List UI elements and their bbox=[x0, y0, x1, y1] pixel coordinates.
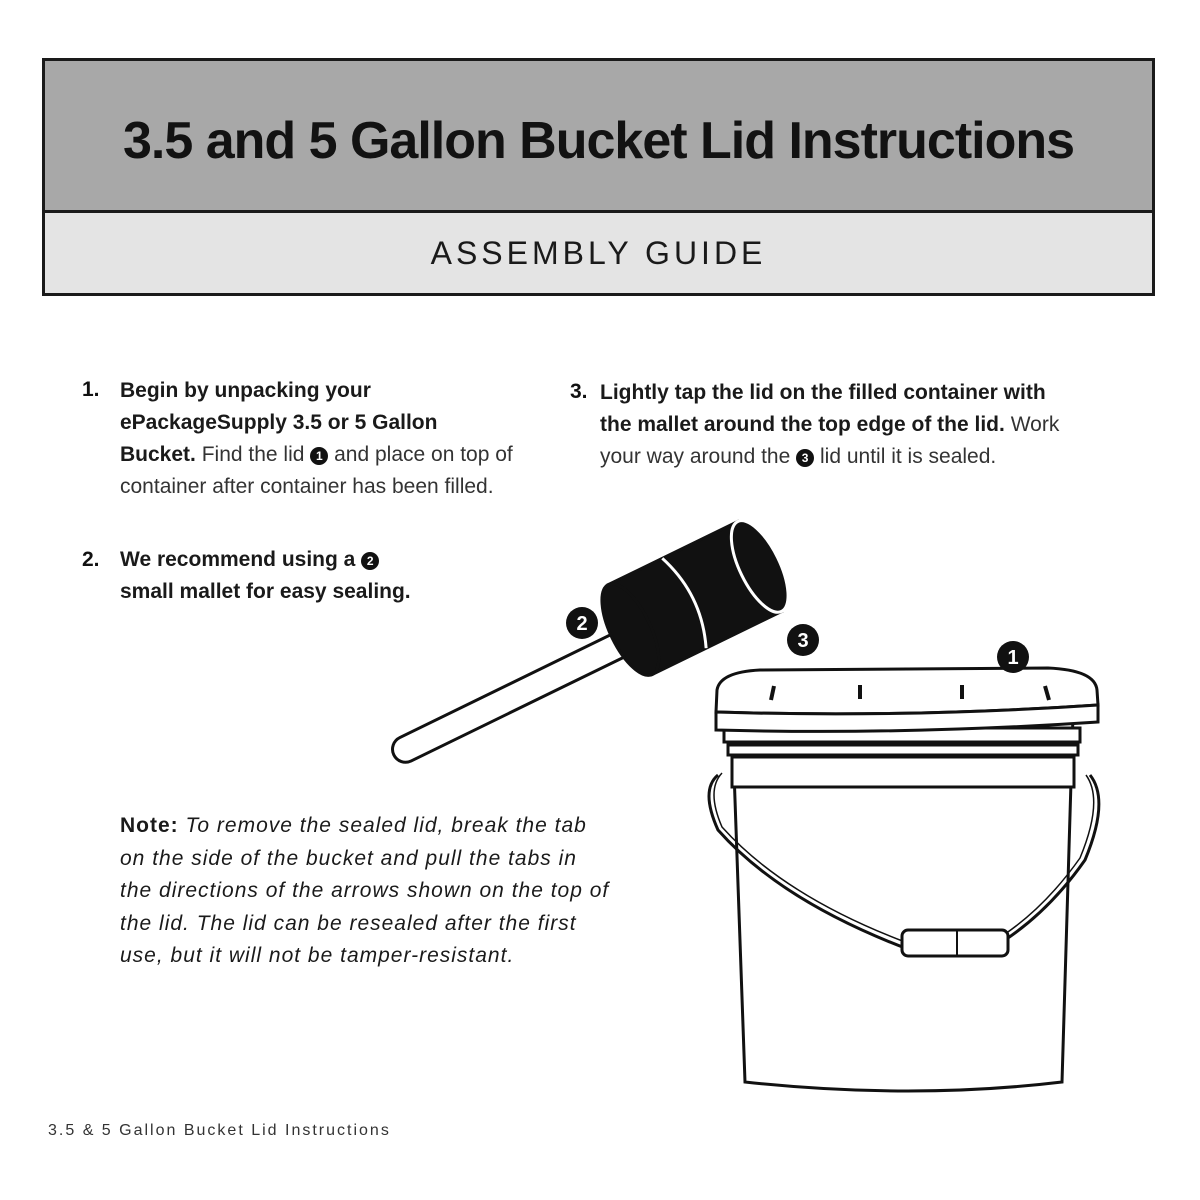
step-3-line-2: the mallet around the top edge of the lid. bbox=[600, 413, 1005, 436]
note-label: Note: bbox=[120, 814, 179, 837]
step-2-marker: 2 bbox=[361, 552, 379, 570]
callout-marker-3 bbox=[787, 624, 819, 656]
footer: 3.5 & 5 Gallon Bucket Lid Instructions bbox=[48, 1122, 391, 1139]
step-1-line-1: Begin by unpacking your bbox=[120, 379, 371, 402]
callout-marker-1 bbox=[997, 641, 1029, 673]
step-3-text-before-marker: your way around the bbox=[600, 445, 791, 468]
callout-1-label: 1 bbox=[1007, 647, 1019, 669]
step-1-marker: 1 bbox=[310, 447, 328, 465]
step-2-line-1: We recommend using a bbox=[120, 548, 356, 571]
page-subtitle: ASSEMBLY GUIDE bbox=[430, 234, 767, 271]
note bbox=[120, 810, 610, 973]
step-3-text-after-bold: Work bbox=[1010, 413, 1060, 436]
callout-marker-2 bbox=[566, 607, 598, 639]
step-3-number: 3. bbox=[570, 380, 588, 403]
bucket-handle-grip bbox=[902, 930, 1008, 956]
step-1-number: 1. bbox=[82, 378, 100, 401]
callout-3-label: 3 bbox=[797, 630, 809, 652]
page-title: 3.5 and 5 Gallon Bucket Lid Instructions bbox=[122, 111, 1075, 170]
step-3-marker: 3 bbox=[796, 449, 814, 467]
step-1-line-3: Bucket. bbox=[120, 443, 196, 466]
step-3-text-after-marker: lid until it is sealed. bbox=[819, 445, 997, 468]
step-2-line-2: small mallet for easy sealing. bbox=[120, 580, 411, 603]
step-1-text-before-marker: Find the lid bbox=[201, 443, 305, 466]
step-1-last-line: container after container has been filled. bbox=[120, 475, 494, 498]
note-text: To remove the sealed lid, break the tab on the side of the bucket and pull the tabs in the directions of the arrows shown on the top of the lid. The lid can be resealed after the first use, but it will not be tamper-resistant. bbox=[120, 814, 610, 967]
step-2-number: 2. bbox=[82, 548, 100, 571]
callout-2-label: 2 bbox=[576, 613, 588, 635]
bucket-icon bbox=[709, 668, 1099, 1091]
step-1-text-after-marker: and place on top of bbox=[334, 443, 513, 466]
step-1-line-2: ePackageSupply 3.5 or 5 Gallon bbox=[120, 411, 438, 434]
step-3-line-1: Lightly tap the lid on the filled container with bbox=[600, 381, 1046, 404]
